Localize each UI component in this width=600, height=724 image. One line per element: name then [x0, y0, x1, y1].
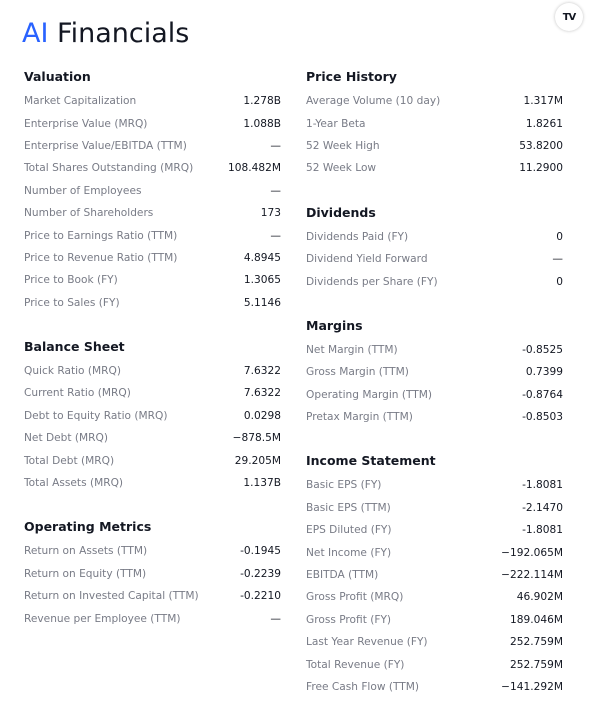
metric-label: Net Income (FY) [306, 546, 392, 559]
metric-value: — [270, 229, 281, 242]
metric-label: Number of Shareholders [24, 207, 154, 220]
section-title: Valuation [24, 69, 91, 84]
metric-label: Operating Margin (TTM) [306, 388, 433, 401]
metric-row [306, 541, 563, 563]
section-title: Dividends [306, 204, 376, 220]
metric-value: 1.317M [523, 95, 563, 108]
metric-label: Price to Revenue Ratio (TTM) [24, 251, 178, 264]
metric-row [306, 384, 563, 406]
metric-label: Dividends per Share (FY) [306, 275, 438, 288]
metric-row [24, 135, 281, 157]
metric-value: -0.1945 [240, 545, 281, 558]
metric-label: 52 Week High [306, 139, 380, 152]
metric-value: 108.482M [228, 162, 281, 175]
metric-value: 1.088B [243, 117, 281, 130]
metric-row [24, 427, 281, 449]
left-column [24, 64, 281, 650]
section-title: Operating Metrics [24, 519, 152, 535]
section-price-history [306, 64, 563, 180]
page-title [22, 14, 189, 54]
metric-value: — [270, 612, 281, 625]
metric-row [24, 585, 281, 607]
metric-row [306, 270, 563, 292]
metric-row [306, 676, 563, 698]
metric-row [306, 564, 563, 586]
metric-row [24, 269, 281, 291]
section-title: Price History [306, 69, 397, 84]
metric-value: 1.3065 [243, 274, 281, 287]
section-income-statement [306, 448, 563, 698]
metric-row [24, 449, 281, 471]
metric-row [306, 90, 563, 112]
metric-value: 0.0298 [243, 409, 281, 422]
metric-row [24, 540, 281, 562]
metric-value: 4.8945 [243, 251, 281, 264]
metric-row [306, 653, 563, 675]
metric-row [24, 112, 281, 134]
metric-label: Gross Profit (MRQ) [306, 591, 404, 604]
metric-row [24, 360, 281, 382]
metric-value: 189.046M [510, 613, 563, 626]
metric-row [306, 586, 563, 608]
metric-row [24, 472, 281, 494]
metric-label: EBITDA (TTM) [306, 569, 379, 582]
section-title: Income Statement [306, 453, 436, 469]
metric-label: Dividend Yield Forward [306, 253, 428, 266]
metric-label: Revenue per Employee (TTM) [24, 612, 181, 625]
metric-row [306, 406, 563, 428]
metric-value: -1.8081 [522, 479, 563, 492]
metric-label: Gross Profit (FY) [306, 613, 392, 626]
tradingview-logo-icon[interactable] [555, 3, 583, 31]
metric-row [306, 157, 563, 179]
metric-row [306, 474, 563, 496]
metric-label: Quick Ratio (MRQ) [24, 365, 121, 378]
logo-text: TV [562, 11, 576, 23]
metric-row [24, 405, 281, 427]
ticker-symbol[interactable]: AI [22, 18, 49, 49]
metric-value: -0.8503 [522, 411, 563, 424]
section-dividends [306, 200, 563, 293]
metric-label: EPS Diluted (FY) [306, 524, 392, 537]
metric-label: Last Year Revenue (FY) [306, 636, 428, 649]
metric-label: Current Ratio (MRQ) [24, 387, 131, 400]
metric-value: 0 [556, 230, 563, 243]
metric-value: 252.759M [510, 658, 563, 671]
metric-value: 53.8200 [519, 139, 563, 152]
section-title: Margins [306, 317, 363, 333]
metric-value: — [270, 139, 281, 152]
metric-row [306, 519, 563, 541]
metric-value: 252.759M [510, 636, 563, 649]
metric-row [24, 90, 281, 112]
metric-value: 0.7399 [525, 366, 563, 379]
metric-row [24, 607, 281, 629]
metric-label: Average Volume (10 day) [306, 95, 441, 108]
section-title: Balance Sheet [24, 338, 125, 354]
metric-label: Return on Equity (TTM) [24, 567, 147, 580]
metric-row [306, 631, 563, 653]
metric-label: Net Debt (MRQ) [24, 432, 108, 445]
metric-row [24, 563, 281, 585]
metric-value: -0.8525 [522, 343, 563, 356]
metric-value: 1.8261 [525, 117, 563, 130]
metric-value: 29.205M [234, 454, 281, 467]
metric-value: 46.902M [516, 591, 563, 604]
metric-row [306, 135, 563, 157]
metric-row [306, 361, 563, 383]
metric-label: Gross Margin (TTM) [306, 366, 409, 379]
metric-label: Number of Employees [24, 184, 142, 197]
metric-label: Price to Sales (FY) [24, 296, 120, 309]
metric-label: Enterprise Value (MRQ) [24, 117, 148, 130]
section-valuation [24, 64, 281, 314]
metric-row [306, 497, 563, 519]
metric-value: −141.292M [501, 681, 563, 693]
metric-row [306, 248, 563, 270]
metric-label: Net Margin (TTM) [306, 343, 398, 356]
metric-value: — [552, 253, 563, 266]
metric-label: Debt to Equity Ratio (MRQ) [24, 409, 168, 422]
metric-value: 1.137B [243, 477, 281, 490]
metric-value: 1.278B [243, 95, 281, 108]
metric-row [24, 292, 281, 314]
metric-label: Basic EPS (TTM) [306, 501, 391, 514]
metric-label: 1-Year Beta [306, 117, 366, 130]
metric-row [24, 202, 281, 224]
section-operating-metrics [24, 514, 281, 630]
metric-value: -2.1470 [522, 501, 563, 514]
metric-row [24, 157, 281, 179]
metric-value: 0 [556, 275, 563, 288]
metric-label: 52 Week Low [306, 162, 377, 175]
metric-label: Price to Earnings Ratio (TTM) [24, 229, 178, 242]
metric-value: −192.065M [501, 546, 563, 559]
metric-label: Total Assets (MRQ) [24, 477, 124, 490]
metric-value: 173 [260, 207, 281, 220]
metric-value: — [270, 184, 281, 197]
metric-value: 5.1146 [243, 296, 281, 309]
metric-row [24, 224, 281, 246]
metric-value: -0.2210 [240, 590, 281, 603]
metric-label: Return on Invested Capital (TTM) [24, 590, 199, 603]
metric-value: -1.8081 [522, 524, 563, 537]
metric-row [306, 339, 563, 361]
metric-label: Market Capitalization [24, 95, 137, 108]
metric-value: −878.5M [232, 432, 281, 445]
metric-label: Pretax Margin (TTM) [306, 411, 413, 424]
metric-value: 7.6322 [243, 387, 281, 400]
metric-value: -0.8764 [522, 388, 563, 401]
metric-row [24, 382, 281, 404]
right-column [306, 64, 563, 718]
metric-label: Return on Assets (TTM) [24, 545, 148, 558]
metric-value: 7.6322 [243, 365, 281, 378]
metric-row [24, 247, 281, 269]
metric-row [306, 609, 563, 631]
section-margins [306, 313, 563, 429]
metric-row [306, 112, 563, 134]
metric-label: Total Revenue (FY) [306, 658, 405, 671]
metric-label: Free Cash Flow (TTM) [306, 681, 420, 693]
metric-label: Price to Book (FY) [24, 274, 118, 287]
metric-row [24, 180, 281, 202]
page-title-text: Financials [57, 18, 190, 49]
metric-label: Total Debt (MRQ) [24, 454, 115, 467]
section-balance-sheet [24, 334, 281, 494]
metric-label: Dividends Paid (FY) [306, 230, 409, 243]
metric-label: Enterprise Value/EBITDA (TTM) [24, 139, 187, 152]
metric-label: Basic EPS (FY) [306, 479, 382, 492]
metric-value: 11.2900 [519, 162, 563, 175]
metric-value: −222.114M [501, 569, 563, 582]
metric-row [306, 226, 563, 248]
metric-label: Total Shares Outstanding (MRQ) [24, 162, 194, 175]
metric-value: -0.2239 [240, 567, 281, 580]
